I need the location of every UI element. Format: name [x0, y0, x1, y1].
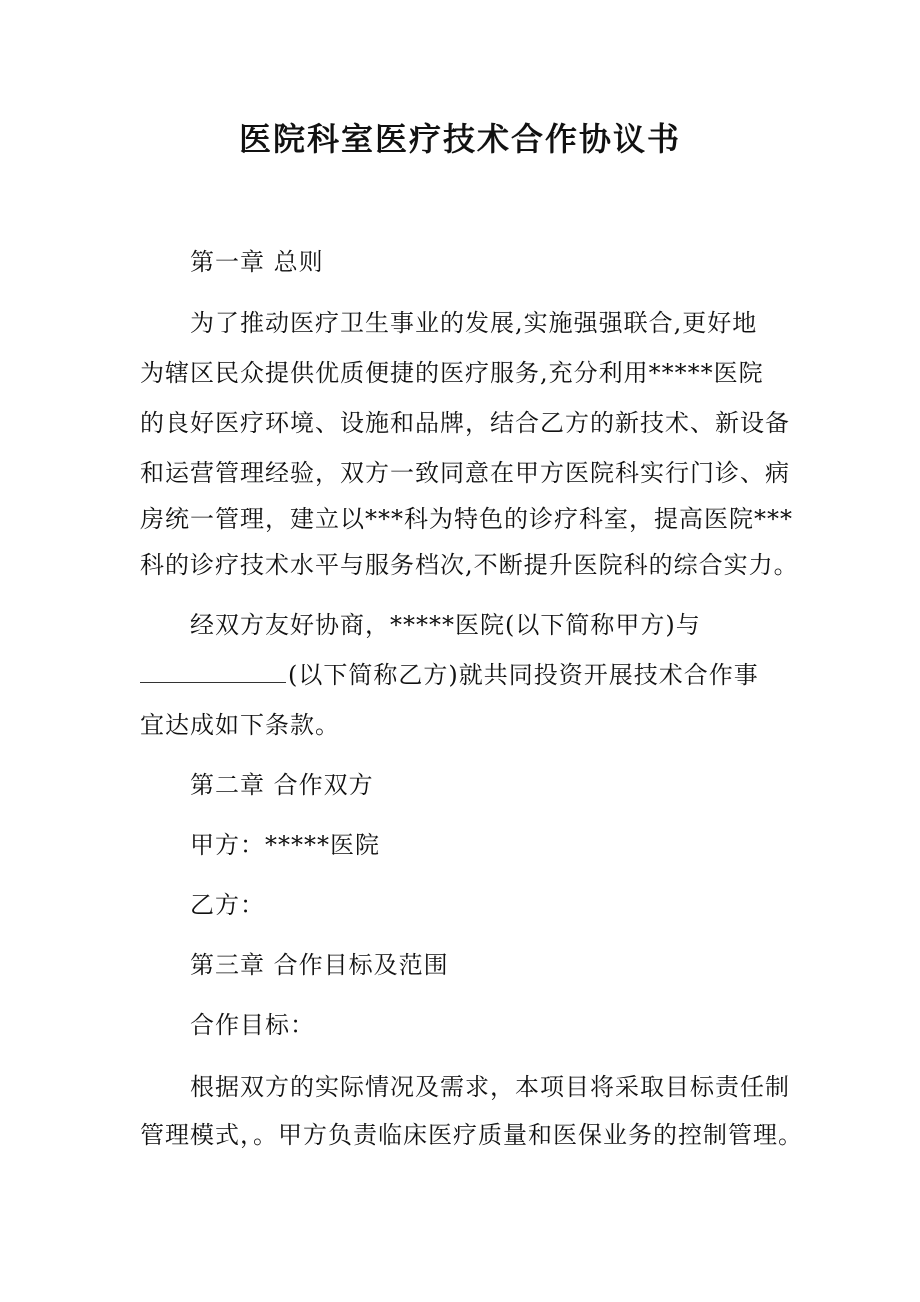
- paragraph-line: 经双方友好协商，*****医院(以下简称甲方)与: [190, 611, 701, 639]
- paragraph-line: 宜达成如下条款。: [140, 711, 340, 739]
- document-title: 医院科室医疗技术合作协议书: [238, 120, 681, 158]
- paragraph-line: 科的诊疗技术水平与服务档次,不断提升医院科的综合实力。: [140, 551, 799, 579]
- paragraph-line-with-blank: [140, 655, 759, 690]
- party-a-line: 甲方：*****医院: [190, 831, 380, 859]
- chapter-heading: 第三章 合作目标及范围: [190, 951, 449, 979]
- paragraph-line: 管理模式，。甲方负责临床医疗质量和医保业务的控制管理。: [140, 1121, 803, 1149]
- paragraph-line: 为辖区民众提供优质便捷的医疗服务,充分利用*****医院: [140, 359, 764, 387]
- chapter-heading: 第一章 总则: [190, 248, 324, 276]
- paragraph-line: 和运营管理经验，双方一致同意在甲方医院科实行门诊、病: [140, 459, 790, 487]
- paragraph-line: 根据双方的实际情况及需求，本项目将采取目标责任制: [190, 1073, 790, 1101]
- goal-label: 合作目标：: [190, 1011, 315, 1039]
- paragraph-text: (以下简称乙方)就共同投资开展技术合作事: [288, 661, 759, 689]
- paragraph-line: 的良好医疗环境、设施和品牌，结合乙方的新技术、新设备: [140, 409, 790, 437]
- paragraph-line: 为了推动医疗卫生事业的发展,实施强强联合,更好地: [190, 309, 758, 337]
- party-b-line: 乙方：: [190, 891, 265, 919]
- chapter-heading: 第二章 合作双方: [190, 771, 374, 799]
- paragraph-line: 房统一管理，建立以***科为特色的诊疗科室，提高医院***: [140, 505, 793, 533]
- fill-in-blank: [140, 662, 286, 683]
